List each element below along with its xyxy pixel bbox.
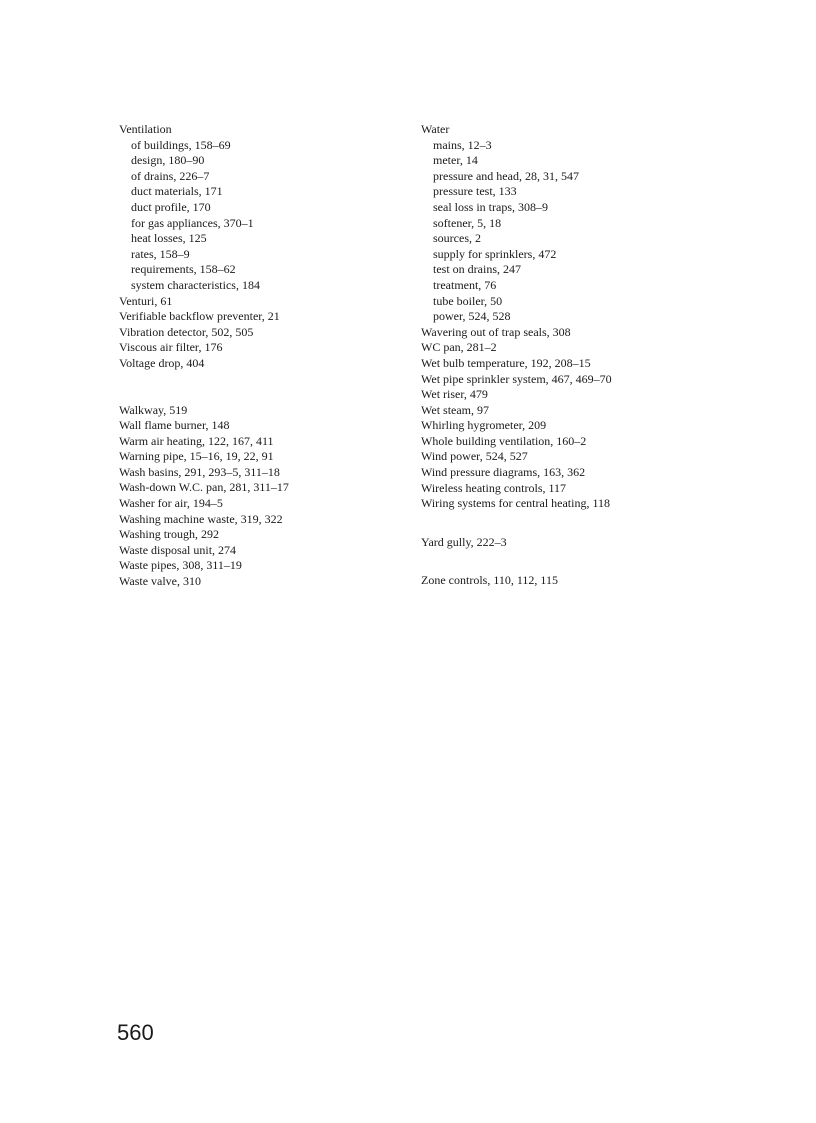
index-entry: Venturi, 61 — [119, 293, 173, 308]
section-gap — [421, 550, 751, 573]
index-group-ventilation — [119, 122, 409, 294]
index-entry: Yard gully, 222–3 — [421, 534, 507, 549]
index-entry: Waste pipes, 308, 311–19 — [119, 558, 242, 573]
index-group-y — [421, 535, 751, 551]
index-entry: Wind pressure diagrams, 163, 362 — [421, 465, 586, 480]
index-subentry: system characteristics, 184 — [131, 277, 260, 292]
index-entry: Warm air heating, 122, 167, 411 — [119, 433, 274, 448]
index-subentry: meter, 14 — [433, 153, 478, 168]
index-subentry: pressure test, 133 — [433, 184, 517, 199]
index-group-w-left — [119, 403, 409, 590]
index-entry: Warning pipe, 15–16, 19, 22, 91 — [119, 449, 274, 464]
index-entry: Wavering out of trap seals, 308 — [421, 324, 571, 339]
index-subentry: heat losses, 125 — [131, 231, 207, 246]
index-entry: Whole building ventilation, 160–2 — [421, 433, 587, 448]
index-entry: Walkway, 519 — [119, 402, 188, 417]
index-column-left — [119, 122, 409, 590]
index-entry: Wall flame burner, 148 — [119, 418, 230, 433]
index-subentry: of drains, 226–7 — [131, 168, 210, 183]
index-subentry: seal loss in traps, 308–9 — [433, 199, 548, 214]
index-subentry: duct profile, 170 — [131, 199, 211, 214]
index-subentry: softener, 5, 18 — [433, 215, 502, 230]
index-entry: Wireless heating controls, 117 — [421, 480, 567, 495]
index-subentry: design, 180–90 — [131, 153, 205, 168]
index-entry: Voltage drop, 404 — [119, 355, 205, 370]
index-entry: Washing trough, 292 — [119, 527, 220, 542]
index-entry: Washing machine waste, 319, 322 — [119, 511, 283, 526]
section-gap — [421, 512, 751, 535]
index-subentry: sources, 2 — [433, 231, 481, 246]
index-entry: Waste valve, 310 — [119, 574, 202, 589]
index-heading-ventilation: Ventilation — [119, 122, 172, 136]
index-entry: Wash basins, 291, 293–5, 311–18 — [119, 464, 280, 479]
index-subentry: tube boiler, 50 — [433, 293, 503, 308]
index-entry: Whirling hygrometer, 209 — [421, 418, 547, 433]
index-entry: Zone controls, 110, 112, 115 — [421, 573, 558, 588]
index-subentry: test on drains, 247 — [433, 262, 521, 277]
index-entry: Wet pipe sprinkler system, 467, 469–70 — [421, 371, 612, 386]
index-entry: Wet steam, 97 — [421, 402, 490, 417]
index-subentry: of buildings, 158–69 — [131, 137, 231, 152]
index-group-z — [421, 573, 751, 589]
index-column-right — [421, 122, 751, 589]
index-entry: Wind power, 524, 527 — [421, 449, 528, 464]
page-number: 560 — [117, 1020, 154, 1045]
index-entry: Wiring systems for central heating, 118 — [421, 496, 611, 511]
index-entry: Wet bulb temperature, 192, 208–15 — [421, 355, 591, 370]
index-entry: Vibration detector, 502, 505 — [119, 324, 254, 339]
index-entry: Verifiable backflow preventer, 21 — [119, 309, 280, 324]
index-subentry: pressure and head, 28, 31, 547 — [433, 168, 579, 183]
index-subentry: mains, 12–3 — [433, 137, 492, 152]
index-group-water — [421, 122, 751, 325]
index-entry: Wet riser, 479 — [421, 387, 488, 402]
index-group-v — [119, 294, 409, 372]
index-subentry: supply for sprinklers, 472 — [433, 246, 557, 261]
index-group-w-right — [421, 325, 751, 512]
index-entry: WC pan, 281–2 — [421, 340, 497, 355]
index-subentry: for gas appliances, 370–1 — [131, 215, 254, 230]
index-subentry: duct materials, 171 — [131, 184, 223, 199]
index-entry: Wash-down W.C. pan, 281, 311–17 — [119, 480, 289, 495]
index-subentry: power, 524, 528 — [433, 309, 511, 324]
index-subentry: rates, 158–9 — [131, 246, 190, 261]
index-subentry: requirements, 158–62 — [131, 262, 236, 277]
index-entry: Viscous air filter, 176 — [119, 340, 223, 355]
index-subentry: treatment, 76 — [433, 277, 497, 292]
index-heading-water: Water — [421, 122, 450, 136]
section-gap — [119, 372, 409, 403]
index-entry: Waste disposal unit, 274 — [119, 542, 237, 557]
index-entry: Washer for air, 194–5 — [119, 496, 223, 511]
